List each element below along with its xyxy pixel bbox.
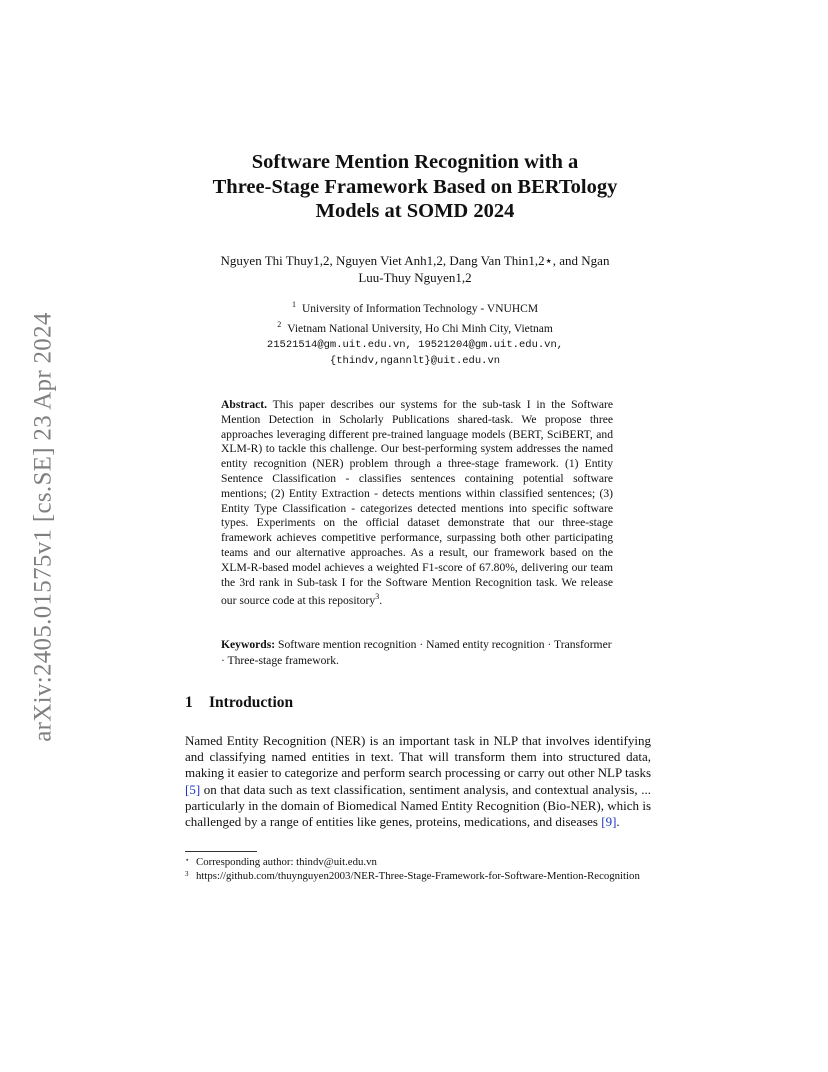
citation-link-5[interactable]: [5] — [185, 781, 201, 797]
footnote-repository — [185, 869, 651, 883]
authors-line-2: Luu-Thuy Nguyen1,2 — [358, 270, 472, 285]
section-title: Introduction — [209, 694, 294, 711]
keywords-text: Software mention recognition · Named entity recognition · Transformer · Three-stage framework. — [221, 638, 612, 667]
section-heading-introduction — [185, 694, 293, 712]
title-line-3: Models at SOMD 2024 — [315, 200, 515, 222]
email-line-2: {thindv,ngannlt}@uit.edu.vn — [329, 354, 501, 367]
section-number: 1 — [185, 694, 193, 711]
affiliation-2 — [185, 317, 645, 337]
intro-text-1: Named Entity Recognition (NER) is an important task in NLP that involves identifying and classifying named entities in text. That will transform them into structured data, making it easier to categorize and perform search processing or carry out other NLP tasks — [185, 733, 651, 781]
introduction-paragraph — [185, 733, 651, 830]
footnote-repository-url[interactable]: https://github.com/thuynguyen2003/NER-Three-Stage-Framework-for-Software-Mention-Recognition — [196, 870, 640, 882]
affiliation-1 — [185, 297, 645, 317]
affiliations — [185, 297, 645, 369]
authors-line-1: Nguyen Thi Thuy1,2, Nguyen Viet Anh1,2, Dang Van Thin1,2⋆, and Ngan — [220, 253, 610, 268]
title-line-1: Software Mention Recognition with a — [251, 151, 579, 173]
affiliation-2-mark: 2 — [277, 319, 282, 329]
arxiv-id-text: arXiv:2405.01575v1 [cs.SE] 23 Apr 2024 — [30, 312, 58, 742]
abstract-footnote-mark: 3 — [375, 592, 380, 602]
email-line-1: 21521514@gm.uit.edu.vn, 19521204@gm.uit.edu.vn, — [266, 338, 564, 351]
keywords — [221, 637, 613, 669]
author-list — [185, 252, 645, 286]
keywords-label: Keywords: — [221, 638, 276, 651]
footnote-star-mark: ⋆ — [185, 856, 190, 864]
footnote-corresponding-author — [185, 855, 651, 869]
intro-text-2: on that data such as text classification, sentiment analysis, and contextual analysis, ... particularly in the domain of Biomedical Named Entity Recognition (Bio-NER), which is challenged by a range of entities like genes, proteins, medications, and diseases — [185, 781, 651, 830]
affiliation-2-text: Vietnam National University, Ho Chi Minh City, Vietnam — [287, 322, 553, 335]
arxiv-identifier-stamp — [22, 292, 66, 762]
footnote-1-text: Corresponding author: thindv@uit.edu.vn — [196, 856, 377, 868]
affiliation-1-text: University of Information Technology - VNUHCM — [301, 302, 539, 315]
citation-link-9[interactable]: [9] — [601, 814, 617, 830]
footnote-3-mark: 3 — [185, 870, 189, 878]
abstract-text: This paper describes our systems for the sub-task I in the Software Mention Detection in Scholarly Publications shared-task. We propose three approaches leveraging different pre-trained language models (BERT, SciBERT, and XLM-R) to tackle this challenge. Our best-performing system addresses the named entity recognition (NER) problem through a three-stage framework. (1) Entity Sentence Classification - classifies sentences containing potential software mentions; (2) Entity Extraction - detects mentions within classified sentences; (3) Entity Type Classification - categorizes detected mentions into specific software types. Experiments on the official dataset demonstrate that our three-stage framework achieves competitive performance, surpassing both other participating teams and our alternative approaches. As a result, our framework based on the XLM-R-based model achieves a weighted F1-score of 67.80%, delivering our team the 3rd rank in Sub-task I for the Software Mention Recognition task. We release our source code at this repository — [221, 398, 613, 608]
footnotes — [185, 855, 651, 883]
title-line-2: Three-Stage Framework Based on BERTology — [212, 175, 618, 198]
affiliation-1-mark: 1 — [291, 300, 296, 309]
intro-text-3: . — [616, 814, 620, 830]
paper-title — [160, 150, 670, 224]
abstract-end: . — [379, 594, 383, 608]
abstract — [221, 398, 613, 609]
abstract-label: Abstract. — [221, 398, 268, 411]
footnote-divider — [185, 851, 257, 852]
